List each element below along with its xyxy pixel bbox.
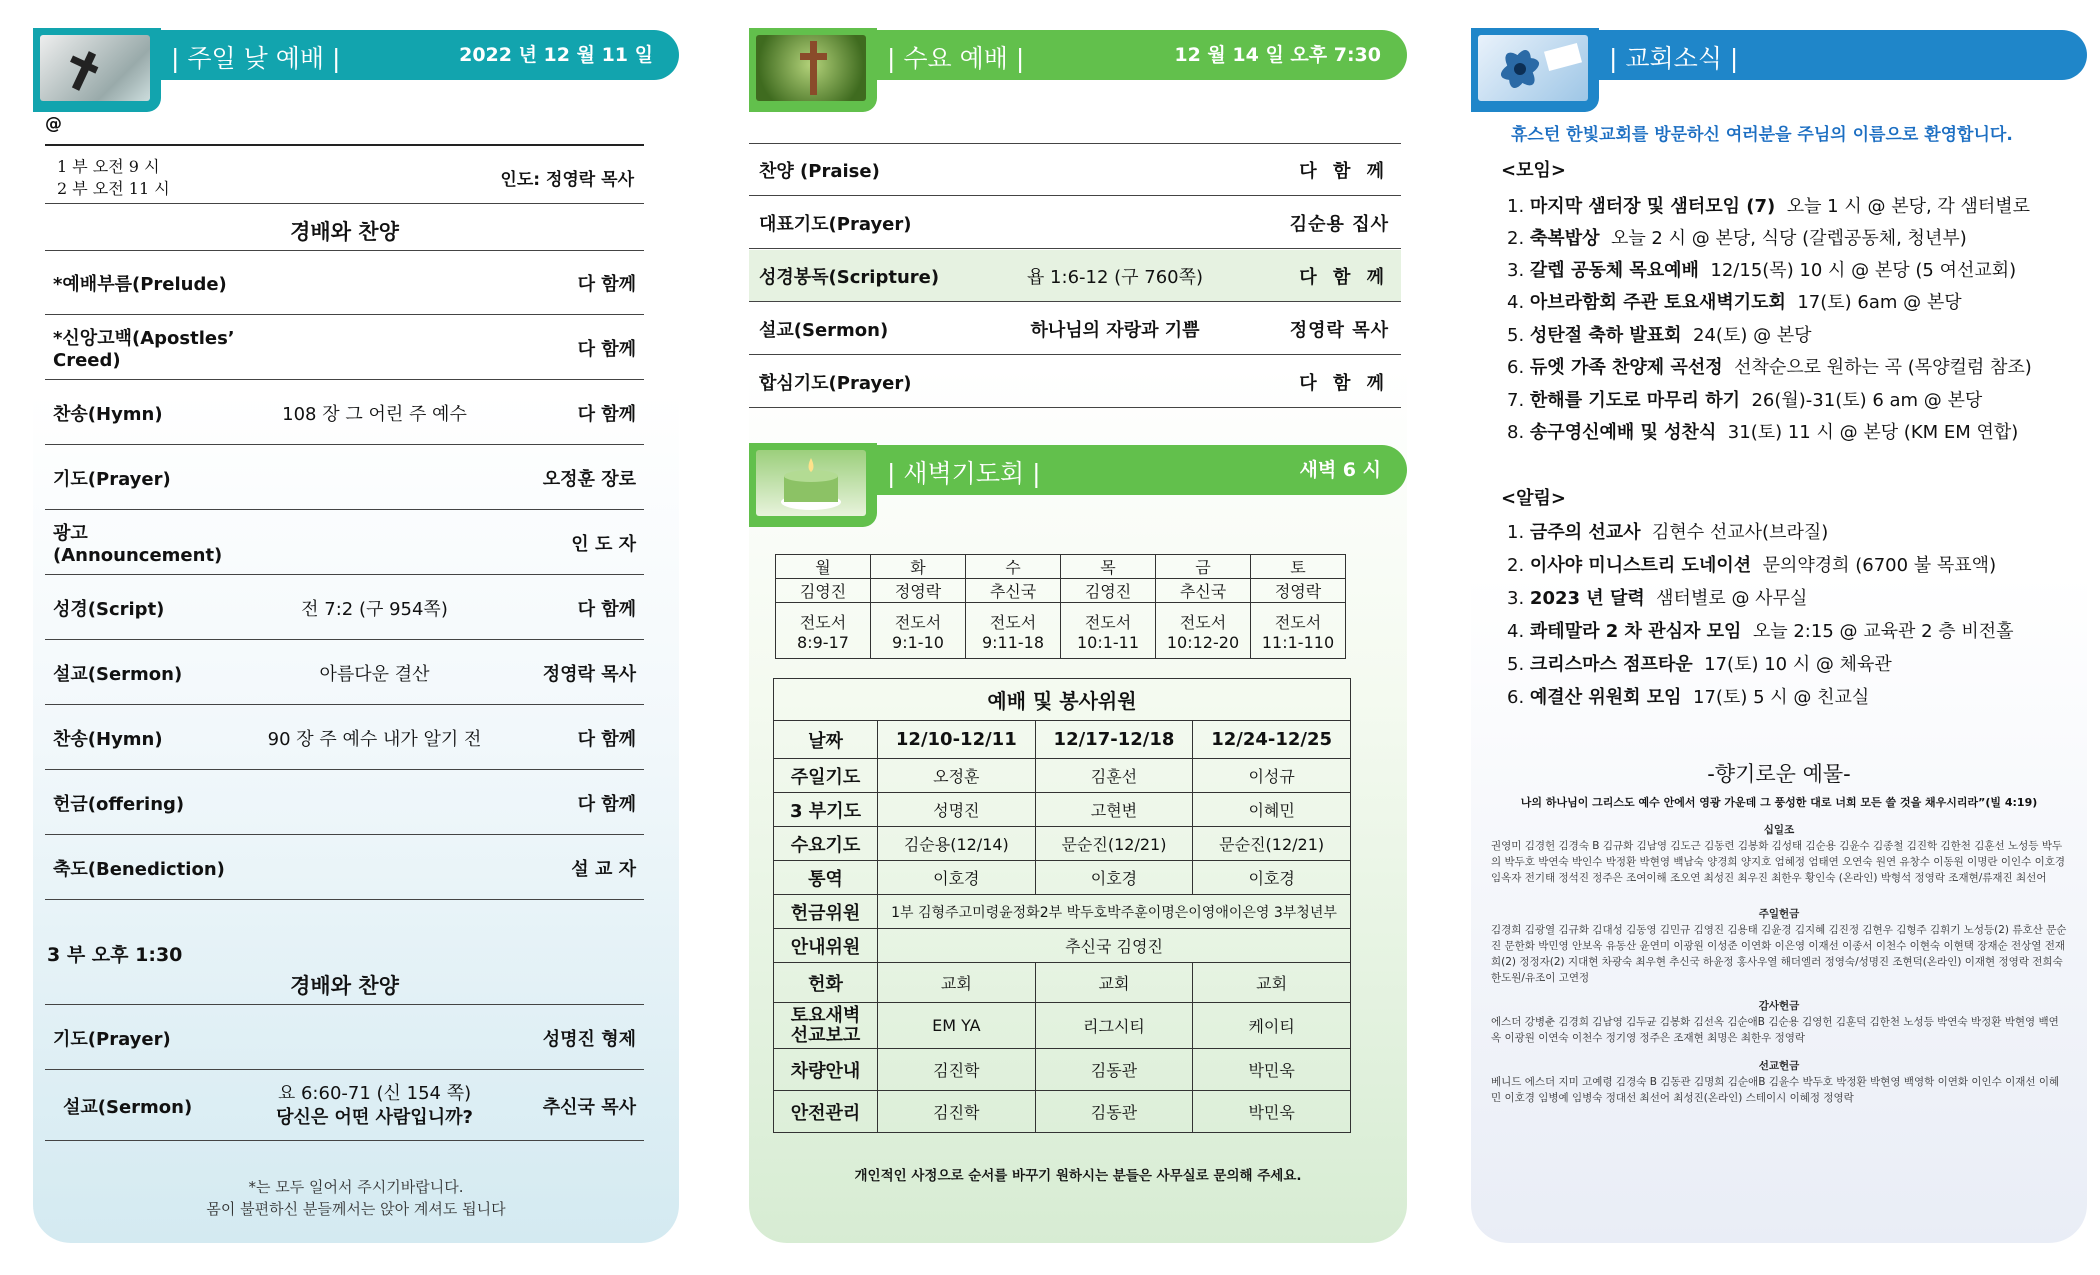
cross-icon xyxy=(756,35,866,101)
worship-praise-heading-2: 경배와 찬양 xyxy=(290,974,399,998)
at-sign: @ xyxy=(45,114,62,134)
wednesday-dawn-panel xyxy=(749,28,1407,1243)
notice-item: 4. 콰테말라 2 차 관심자 모임 오늘 2:15 @ 교육관 2 층 비전홀 xyxy=(1507,621,2014,642)
meeting-item: 8. 송구영신예배 및 성찬식 31(토) 11 시 @ 본당 (KM EM 연합) xyxy=(1507,422,2019,443)
order-row: 헌금(offering) 다 함께 xyxy=(45,771,644,835)
wednesday-date: 12 월 14 일 오후 7:30 xyxy=(1174,44,1381,66)
notice-item: 2. 이사야 미니스트리 도네이션 문의약경희 (6700 불 목표액) xyxy=(1507,555,1997,576)
worship-praise-heading: 경배와 찬양 xyxy=(290,220,399,244)
sermon-3-title: 당신은 어떤 사람입니까? xyxy=(276,1106,473,1128)
offering-verse: 나의 하나님이 그리스도 예수 안에서 영광 가운데 그 풍성한 대로 너희 모든 쓸 것을 채우시리라”(빌 4:19) xyxy=(1520,796,2038,809)
notice-item: 5. 크리스마스 점프타운 17(토) 10 시 @ 체육관 xyxy=(1507,654,1892,675)
sunday-date: 2022 년 12 월 11 일 xyxy=(459,44,653,66)
order-row: 찬송(Hymn) 90 장 주 예수 내가 알기 전 다 함께 xyxy=(45,706,644,770)
news-title: | 교회소식 | xyxy=(1609,44,1739,73)
tithe-section: 십일조 권영미 김경헌 김경숙 B 김규화 김남영 김도근 김동련 김봉화 김성태 김순용 김윤수 김종철 김진학 김한천 김훈선 노성등 박두의 박두호 박연숙 박인수 박정환 박현영 백남숙 양경희 양지호 엄혜정 엄태연 오연숙 원연 유창수 이동원 이명란 이인수 이호경 임옥자 전기태 정석진 정주은 조여이해 조오연 최성진 최우진 최한우 황인숙 (온라인) 박형석 정영락 조재현/류재진 최선어 xyxy=(1491,824,2066,884)
order-row: 설교(Sermon) 아름다운 결산 정영락 목사 xyxy=(45,641,644,705)
meeting-item: 2. 축복밥상 오늘 2 시 @ 본당, 식당 (갈렙공동체, 청년부) xyxy=(1507,228,1967,249)
meeting-item: 5. 성탄절 축하 발표회 24(토) @ 본당 xyxy=(1507,325,1812,346)
sunday-title: | 주일 낮 예배 | xyxy=(171,44,341,73)
wed-order-row: 찬양 (Praise) 다 함 께 xyxy=(749,144,1401,196)
second-service-time: 2 부 오전 11 시 xyxy=(57,178,170,198)
notice-item: 6. 예결산 위원회 모임 17(토) 5 시 @ 친교실 xyxy=(1507,687,1870,708)
wed-order-row: 성경봉독(Scripture) 욥 1:6-12 (구 760쪽) 다 함 께 xyxy=(749,250,1401,302)
wed-order-row: 합심기도(Prayer) 다 함 께 xyxy=(749,356,1401,408)
dawn-time: 새벽 6 시 xyxy=(1299,459,1381,481)
wooden-cross-image xyxy=(756,35,866,101)
candle-icon xyxy=(756,450,866,516)
bible-cross-image xyxy=(40,35,150,101)
wed-order-row: 대표기도(Prayer) 김순용 집사 xyxy=(749,197,1401,249)
order-row: 기도(Prayer) 성명진 형제 xyxy=(45,1006,644,1070)
wednesday-thumbnail xyxy=(749,28,877,112)
order-row: 광고(Announcement) 인 도 자 xyxy=(45,511,644,575)
meeting-item: 6. 듀엣 가족 찬양제 곡선정 선착순으로 원하는 곡 (목양컬럼 참조) xyxy=(1507,357,2032,378)
wed-order-row: 설교(Sermon) 하나님의 자랑과 기쁨 정영락 목사 xyxy=(749,303,1401,355)
sunday-offering-section: 주일헌금 김경희 김광열 김규화 김대성 김동영 김민규 김영진 김용태 김윤경 김지혜 김진정 김현우 김형주 김휘기 노성등(2) 류호산 문순진 문한화 박민영 안보옥 유동산 윤연미 이광원 이성준 이연화 이은영 이재선 이종서 이천수 이현숙 이현택 장재순 전상열 전재희(2) 정정자(2) 지대현 차광숙 최우현 추신국 하윤정 홍사우열 해더엘러 정영숙/성명진 조현덕(온라인) 이재현 정영락 전희숙 한도원/유조이 고연정 xyxy=(1491,908,2067,984)
mission-offering-section: 선교헌금 베니드 에스더 지미 고예령 김경숙 B 김동관 김명희 김순애B 김윤수 박두호 박정환 박현영 백영학 이연화 이인수 이재선 이혜민 이호경 임병예 임병숙 정대선 최선어 최성진(온라인) 스테이시 이혜정 정영락 xyxy=(1491,1060,2060,1104)
thanks-offering-section: 감사헌금 에스더 강병춘 김경희 김남영 김두균 김봉화 김선옥 김순애B 김순용 김영헌 김훈덕 김한천 노성등 박연숙 박정환 박현영 백연옥 이광원 이연숙 이천수 정기영 정주은 조재현 최명은 최한우 정영락 xyxy=(1491,1000,2059,1044)
dawn-schedule-table: 월 화 수 목 금 토 김영진 정영락 추신국 김영진 추신국 정영락 전도서 8:9-17 전도서 9:1-10 전도서 9:11-18 전도서 10:1-11 전도서 10:12-20 전도서 11:1-110 xyxy=(775,554,1346,659)
service-table-title: 예배 및 봉사위원 xyxy=(774,679,1351,721)
first-service-time: 1 부 오전 9 시 xyxy=(57,156,160,176)
order-row: 기도(Prayer) 오정훈 장로 xyxy=(45,446,644,510)
service-times-row xyxy=(45,152,644,204)
order-row: 찬송(Hymn) 108 장 그 어린 주 예수 다 함께 xyxy=(45,381,644,445)
sunday-thumbnail xyxy=(33,28,161,112)
flower-icon xyxy=(1478,35,1588,101)
notice-item: 3. 2023 년 달력 샘터별로 @ 사무실 xyxy=(1507,588,1808,609)
meeting-item: 4. 아브라함회 주관 토요새벽기도회 17(토) 6am @ 본당 xyxy=(1507,292,1962,313)
sunday-service-panel xyxy=(33,28,679,1243)
offering-title: -향기로운 예물- xyxy=(1707,762,1851,786)
candle-image xyxy=(756,450,866,516)
service-volunteers-table: 예배 및 봉사위원 날짜 12/10-12/11 12/17-12/18 12/24-12/25 주일기도 오정훈 김훈선 이성규 3 부기도 성명진 고현변 이혜민 수요기도 김순용(12/14) 문순진(12/21) 문순진(12/21) 통역 이호경 이호경 이호경 헌금위원 1부 김형주고미령윤정화2부 박두호박주훈이명은이영애이은영 3부청년부 안내위원 추신국 김영진 헌화 교회 교회 교회 토요새벽 선교보고 EM YA 리그시티 케이티 차량안내 김진학 김동관 박민욱 안전관리 김진학 김동관 박민욱 xyxy=(773,678,1351,1133)
dawn-thumbnail xyxy=(749,443,877,527)
order-row: 성경(Script) 전 7:2 (구 954쪽) 다 함께 xyxy=(45,576,644,640)
third-service-time: 3 부 오후 1:30 xyxy=(47,944,183,966)
standing-note: *는 모두 일어서 주시기바랍니다. xyxy=(248,1178,464,1196)
meeting-heading: <모임> xyxy=(1501,160,1566,181)
order-row: 축도(Benediction) 설 교 자 xyxy=(45,836,644,900)
meeting-item: 7. 한해를 기도로 마무리 하기 26(월)-31(토) 6 am @ 본당 xyxy=(1507,390,1983,411)
schedule-change-note: 개인적인 사정으로 순서를 바꾸기 원하시는 분들은 사무실로 문의해 주세요. xyxy=(854,1168,1302,1184)
wednesday-title: | 수요 예배 | xyxy=(887,44,1025,73)
flower-image xyxy=(1478,35,1588,101)
cross-icon xyxy=(40,35,150,101)
meeting-item: 1. 마지막 샘터장 및 샘터모임 (7) 오늘 1 시 @ 본당, 각 샘터별로 xyxy=(1507,196,2031,217)
church-news-panel xyxy=(1471,28,2087,1243)
notice-item: 1. 금주의 선교사 김현수 선교사(브라질) xyxy=(1507,522,1829,543)
order-row: *신앙고백(Apostles’ Creed) 다 함께 xyxy=(45,316,644,380)
dawn-title: | 새벽기도회 | xyxy=(887,459,1041,488)
leader-label: 인도: 정영락 목사 xyxy=(500,170,634,190)
welcome-message: 휴스턴 한빛교회를 방문하신 여러분을 주님의 이름으로 환영합니다. xyxy=(1511,125,2013,145)
order-row: *예배부름(Prelude) 다 함께 xyxy=(45,252,644,315)
sermon-3-row: 설교(Sermon) 요 6:60-71 (신 154 쪽) 당신은 어떤 사람입니까? 추신국 목사 xyxy=(45,1071,644,1141)
sermon-3-scripture: 요 6:60-71 (신 154 쪽) xyxy=(277,1082,472,1104)
meeting-item: 3. 갈렙 공동체 목요예배 12/15(목) 10 시 @ 본당 (5 여선교회) xyxy=(1507,260,2017,281)
news-thumbnail xyxy=(1471,28,1599,112)
sitting-note: 몸이 불편하신 분들께서는 앉아 계셔도 됩니다 xyxy=(206,1200,506,1218)
notice-heading: <알림> xyxy=(1501,488,1566,509)
